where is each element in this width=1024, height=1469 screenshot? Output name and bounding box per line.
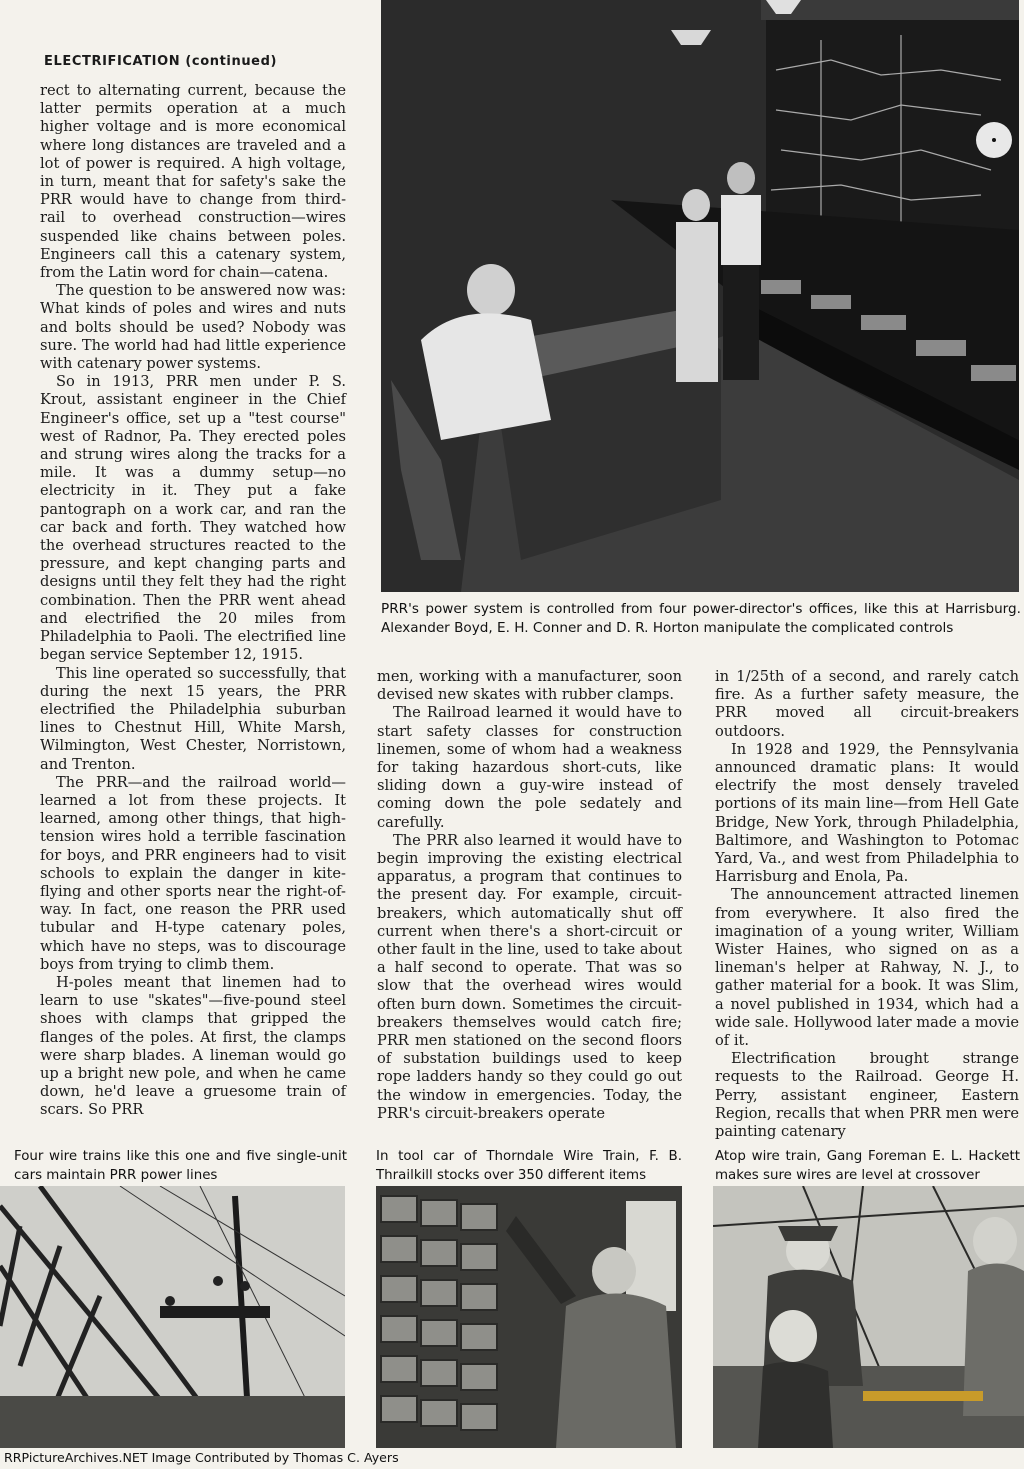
paragraph: The Railroad learned it would have to start safety classes for construction linemen, some of whom had a weakness for taking hazardous short-cuts, like sliding down a guy-wire instead of coming down the pole sedately and carefully. [377, 704, 682, 831]
paragraph: men, working with a manufacturer, soon devised new skates with rubber clamps. [377, 668, 682, 704]
gang-foreman-illustration [713, 1186, 1024, 1448]
caption-control-room: PRR's power system is controlled from four power-director's offices, like this at Harrisburg. Alexander Boyd, E. H. Conner and D. R. Horton manipulate the complicated controls [381, 601, 1021, 636]
photo-gang-foreman [713, 1186, 1024, 1448]
footer-credit: RRPictureArchives.NET Image Contributed by Thomas C. Ayers [4, 1450, 399, 1465]
paragraph: The announcement attracted linemen from everywhere. It also fired the imagination of a young writer, William Wister Haines, who signed on as a lineman's helper at Rahway, N. J., to gather material for a book. It was Slim, a novel published in 1934, which had a wide sale. Hollywood later made a movie of it. [715, 886, 1019, 1050]
text-column-2 [377, 668, 682, 1123]
paragraph: The question to be answered now was: What kinds of poles and wires and nuts and bolts should be used? Nobody was sure. The world had had little experience with catenary power systems. [40, 282, 346, 373]
section-heading: ELECTRIFICATION (continued) [44, 54, 278, 69]
text-column-1 [40, 82, 346, 1120]
paragraph: Electrification brought strange requests to the Railroad. George H. Perry, assistant engineer, Eastern Region, recalls that when PRR men were painting catenary [715, 1050, 1019, 1141]
caption-wire-train: Four wire trains like this one and five single-unit cars maintain PRR power lines [14, 1149, 347, 1183]
paragraph: rect to alternating current, because the latter permits operation at a much higher voltage and is more economical where long distances are traveled and a lot of power is required. A high voltage, in turn, meant that for safety's sake the PRR would have to change from third-rail to overhead construction—wires suspended like chains between poles. Engineers call this a catenary system, from the Latin word for chain—catena. [40, 82, 346, 282]
tool-car-illustration [376, 1186, 682, 1448]
photo-wire-train [0, 1186, 345, 1448]
paragraph: So in 1913, PRR men under P. S. Krout, assistant engineer in the Chief Engineer's office, set up a "test course" west of Radnor, Pa. They erected poles and strung wires along the tracks for a mile. It was a dummy setup—no electricity in it. They put a fake pantograph on a work car, and ran the car back and forth. They watched how the overhead structures reacted to the pressure, and kept changing parts and designs until they felt they had the right combination. Then the PRR went ahead and electrified the 20 miles from Philadelphia to Paoli. The electrified line began service September 12, 1915. [40, 373, 346, 664]
paragraph: This line operated so successfully, that during the next 15 years, the PRR electrified the Philadelphia suburban lines to Chestnut Hill, White Marsh, Wilmington, West Chester, Norristown, and Trenton. [40, 664, 346, 773]
caption-tool-car: In tool car of Thorndale Wire Train, F. B. Thrailkill stocks over 350 different items [376, 1149, 682, 1183]
photo-tool-car [376, 1186, 682, 1448]
text-column-3 [715, 668, 1019, 1141]
photo-control-room [381, 0, 1019, 592]
caption-gang-foreman: Atop wire train, Gang Foreman E. L. Hackett makes sure wires are level at crossover [715, 1149, 1020, 1183]
paragraph: H-poles meant that linemen had to learn to use "skates"—five-pound steel shoes with clamps that gripped the flanges of the poles. At first, the clamps were sharp blades. A lineman would go up a bright new pole, and when he came down, he'd leave a gruesome train of scars. So PRR [40, 973, 346, 1119]
control-room-illustration [381, 0, 1019, 592]
wire-train-illustration [0, 1186, 345, 1448]
paragraph: in 1/25th of a second, and rarely catch fire. As a further safety measure, the PRR moved all circuit-breakers outdoors. [715, 668, 1019, 740]
paragraph: In 1928 and 1929, the Pennsylvania announced dramatic plans: It would electrify the most densely traveled portions of its main line—from Hell Gate Bridge, New York, through Philadelphia, Baltimore, and Washington to Potomac Yard, Va., and west from Philadelphia to Harrisburg and Enola, Pa. [715, 740, 1019, 886]
paragraph: The PRR—and the railroad world—learned a lot from these projects. It learned, among other things, that high-tension wires hold a terrible fascination for boys, and PRR engineers had to visit schools to explain the danger in kite-flying and other sports near the right-of-way. In fact, one reason the PRR used tubular and H-type catenary poles, which have no steps, was to discourage boys from trying to climb them. [40, 773, 346, 973]
paragraph: The PRR also learned it would have to begin improving the existing electrical apparatus, a program that continues to the present day. For example, circuit-breakers, which automatically shut off current when there's a short-circuit or other fault in the line, used to take about a half second to operate. That was so slow that the overhead wires would often burn down. Sometimes the circuit-breakers themselves would catch fire; PRR men stationed on the second floors of substation buildings used to keep rope ladders handy so they could go out the window in emergencies. Today, the PRR's circuit-breakers operate [377, 831, 682, 1122]
